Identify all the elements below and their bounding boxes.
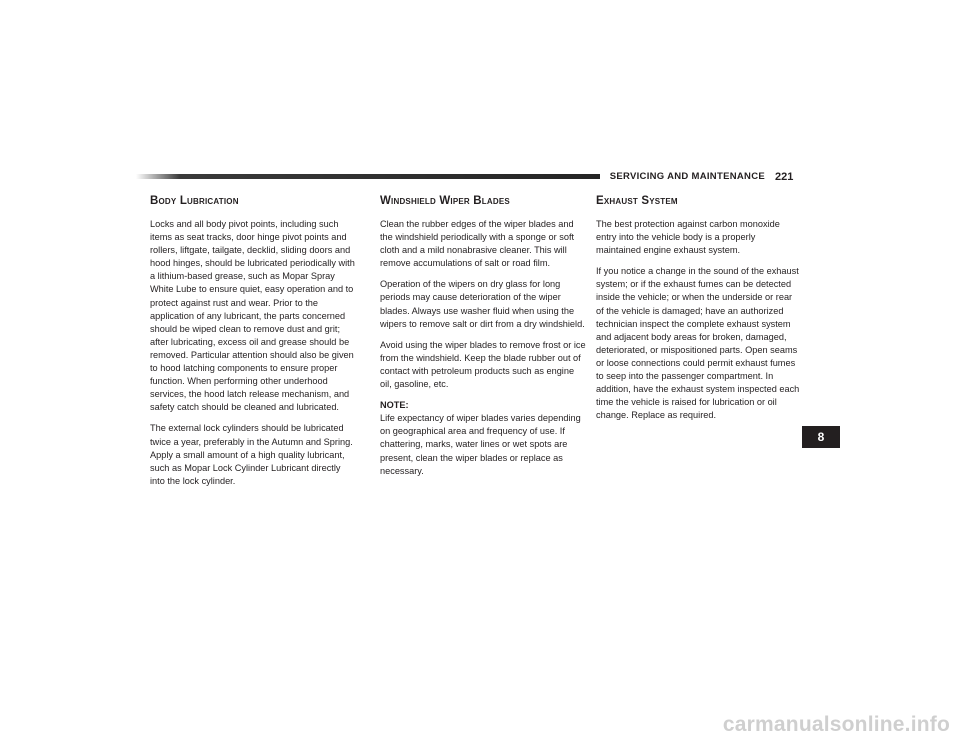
paragraph: If you notice a change in the sound of the exhaust system; or if the exhaust fumes can be detected inside the vehicle; or when the underside or rear of the vehicle is damaged; have an authorized technician inspect the complete exhaust system and adjacent body areas for broken, damaged, deteriorated, or mispositioned parts. Open seams or loose connections could permit exhaust fumes to seep into the passenger compartment. In addition, have the exhaust system inspected each time the vehicle is raised for lubrication or oil change. Replace as required. xyxy=(596,266,800,421)
paragraph: Locks and all body pivot points, including such items as seat tracks, door hinge pivot points and rollers, liftgate, tailgate, decklid, sliding doors and hood hinges, should be lubricated periodically with a lithium-based grease, such as Mopar Spray White Lube to ensure quiet, easy operation and to protect against rust and wear. Prior to the application of any lubricant, the parts concerned should be wiped clean to remove dust and grit; after lubricating, excess oil and grease should be removed. Particular attention should also be given to hood latching components to ensure proper function. When performing other underhood services, the hood latch release mechanism, and safety catch should be cleaned and lubricated. xyxy=(150,219,355,413)
paragraph: Clean the rubber edges of the wiper blades and the windshield periodically with a sponge or soft cloth and a mild nonabrasive cleaner. This will remove accumulations of salt or road film. xyxy=(380,219,575,269)
column-windshield-wiper-blades xyxy=(380,194,586,486)
paragraph: The best protection against carbon monoxide entry into the vehicle body is a properly maintained engine exhaust system. xyxy=(596,219,780,256)
paragraph: The external lock cylinders should be lubricated twice a year, preferably in the Autumn and Spring. Apply a small amount of a high quality lubricant, such as Mopar Lock Cylinder Lubricant directly into the lock cylinder. xyxy=(150,423,353,486)
heading-body-lubrication: Body Lubrication xyxy=(150,195,239,207)
column-body-lubrication xyxy=(150,194,356,496)
heading-exhaust-system: Exhaust System xyxy=(596,195,678,207)
chapter-tab: 8 xyxy=(802,426,840,448)
page-number: 221 xyxy=(775,171,794,183)
paragraph: Operation of the wipers on dry glass for long periods may cause deterioration of the wiper blades. Always use washer fluid when using the wipers to remove salt or dirt from a dry windshield. xyxy=(380,279,585,329)
watermark-text: carmanualsonline.info xyxy=(722,713,950,736)
column-exhaust-system xyxy=(596,194,802,430)
heading-windshield-wiper-blades: Windshield Wiper Blades xyxy=(380,195,510,207)
note-label: NOTE: xyxy=(380,400,409,411)
running-header-section-title: SERVICING AND MAINTENANCE xyxy=(600,170,771,184)
note-text: Life expectancy of wiper blades varies depending on geographical area and frequency of use. If chattering, marks, water lines or wet spots are present, clean the wiper blades or replace as necessary. xyxy=(380,413,581,476)
paragraph: Avoid using the wiper blades to remove frost or ice from the windshield. Keep the blade rubber out of contact with petroleum products such as engine oil, gasoline, etc. xyxy=(380,339,586,390)
